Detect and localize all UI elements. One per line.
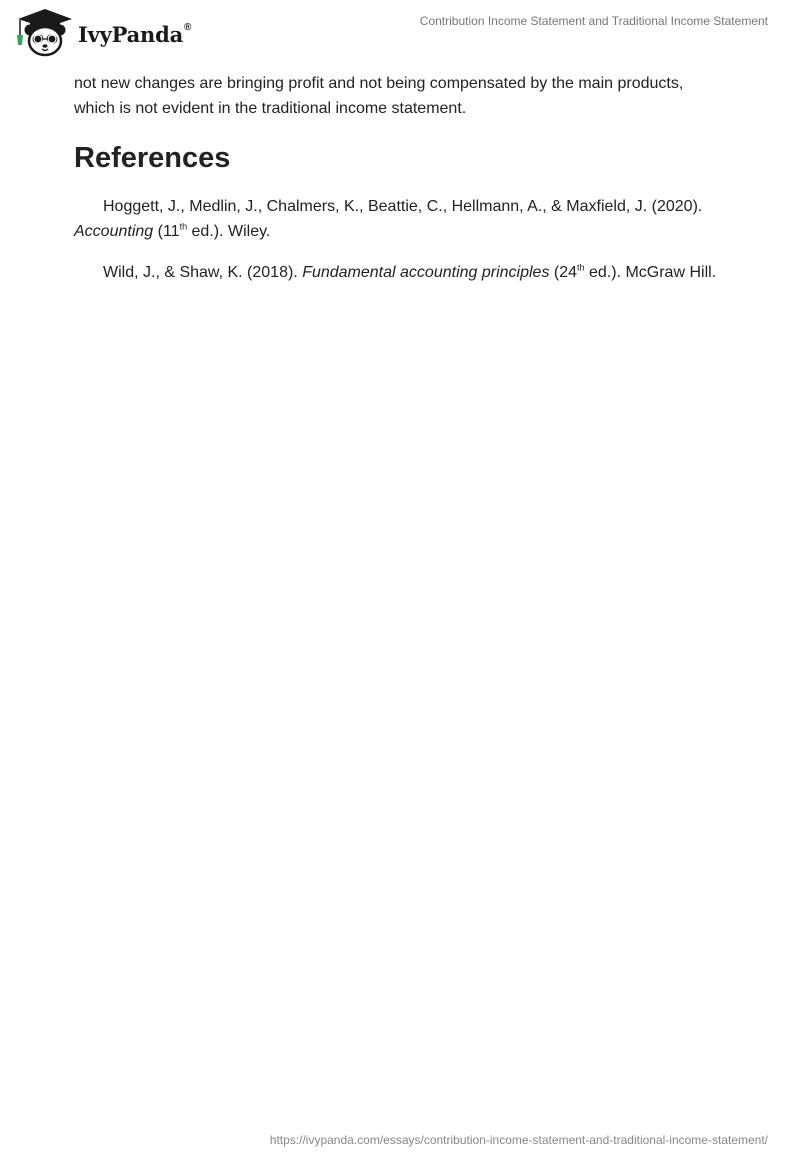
reference-edition-open: (24 — [549, 264, 578, 281]
reference-edition-open: (11 — [153, 223, 180, 240]
logo-text: IvyPanda — [78, 21, 184, 47]
reference-publisher: ed.). McGraw Hill. — [584, 264, 717, 281]
reference-entry-wild — [74, 260, 724, 285]
logo-wordmark — [78, 22, 191, 47]
page-content — [74, 71, 724, 301]
reference-entry-hoggett — [74, 194, 724, 244]
reference-publisher: ed.). Wiley. — [187, 223, 271, 240]
reference-edition-suffix: th — [179, 221, 188, 232]
registered-mark: ® — [184, 21, 192, 33]
panda-graduate-icon — [16, 8, 74, 58]
reference-edition-suffix: th — [577, 262, 585, 273]
reference-authors: Hoggett, J., Medlin, J., Chalmers, K., Beattie, C., Hellmann, A., & Maxfield, J. (2020). — [103, 198, 703, 215]
page-header — [0, 0, 800, 64]
ivypanda-logo[interactable] — [16, 8, 191, 58]
body-paragraph: not new changes are bringing profit and not being compensated by the main products, which is not evident in the traditional income statement. — [74, 75, 684, 117]
reference-authors: Wild, J., & Shaw, K. (2018). — [103, 264, 303, 281]
reference-title: Fundamental accounting principles — [302, 264, 550, 281]
references-list — [74, 194, 724, 285]
references-heading: References — [74, 142, 231, 174]
running-title: Contribution Income Statement and Traditional Income Statement — [419, 14, 768, 28]
reference-title: Accounting — [74, 223, 154, 240]
footer-source-url[interactable]: https://ivypanda.com/essays/contribution-income-statement-and-traditional-income-statement/ — [269, 1133, 768, 1147]
